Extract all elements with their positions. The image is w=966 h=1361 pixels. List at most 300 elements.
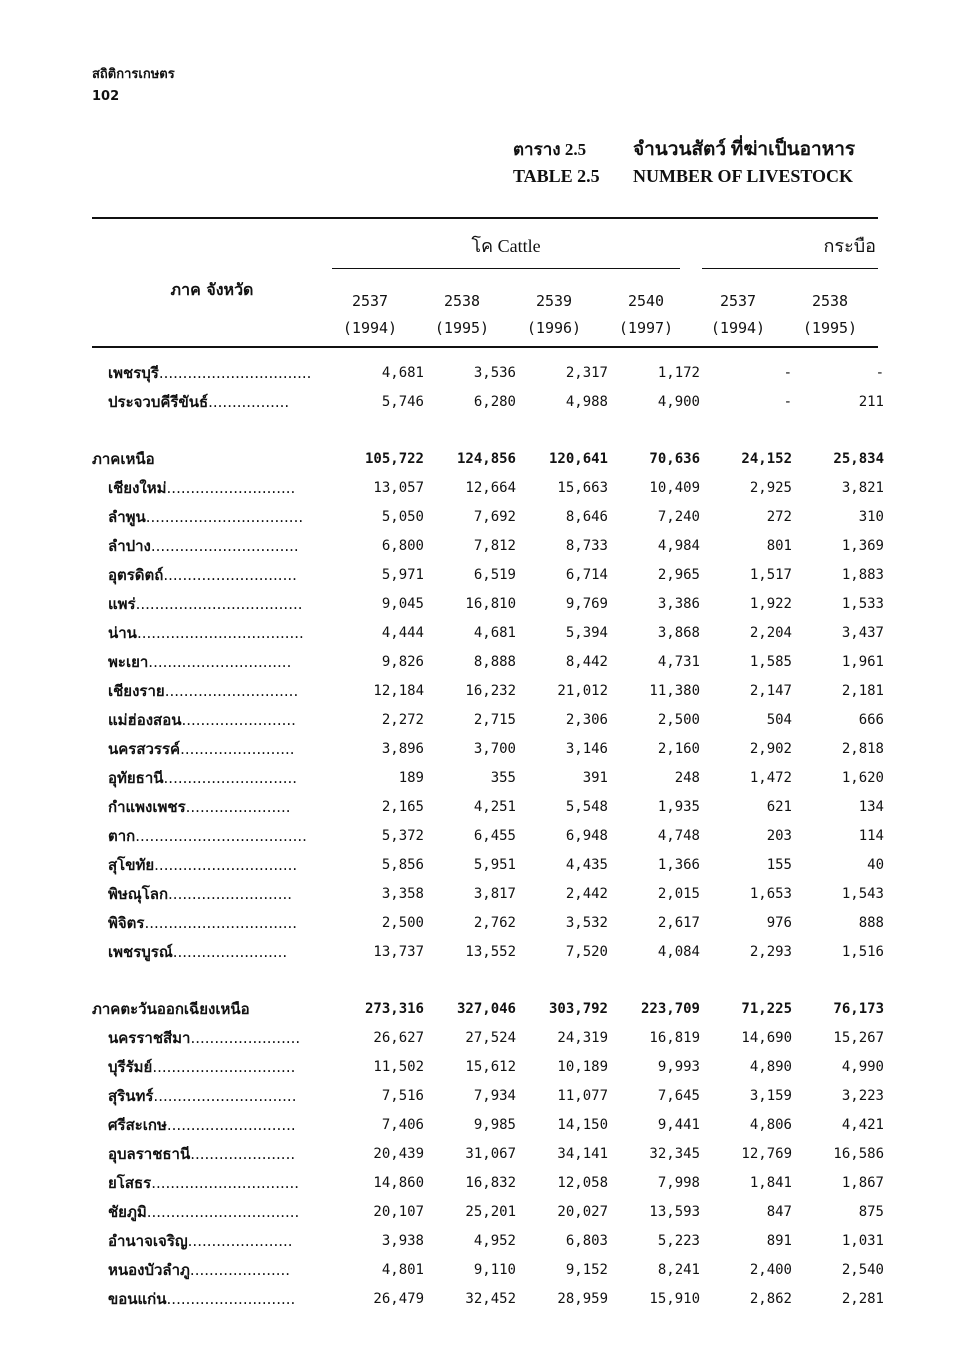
cell-value: 7,406 [381, 1116, 424, 1133]
cell-value: 21,012 [557, 682, 608, 699]
page-header [92, 64, 175, 108]
year-header [784, 288, 876, 342]
table-cell [516, 444, 608, 473]
cell-value: 2,015 [657, 885, 700, 902]
table-row [92, 1110, 884, 1139]
cell-value: 5,856 [381, 856, 424, 873]
table-cell [608, 589, 700, 618]
table-row [92, 1226, 884, 1255]
cell-value: 32,452 [465, 1290, 516, 1307]
table-cell [700, 1081, 792, 1110]
cell-value: 4,731 [657, 653, 700, 670]
cell-value: 9,152 [565, 1261, 608, 1278]
header-rule [92, 346, 878, 348]
cell-value: 6,803 [565, 1232, 608, 1249]
table-cell [332, 358, 424, 387]
table-cell [516, 908, 608, 937]
province-name [92, 1226, 332, 1255]
cell-value: 875 [858, 1203, 884, 1220]
table-row [92, 1139, 884, 1168]
table-cell [332, 908, 424, 937]
cell-value: 3,536 [473, 364, 516, 381]
row-label: น่าน [108, 623, 137, 642]
table-cell [700, 647, 792, 676]
table-row [92, 358, 884, 387]
cell-value: 1,366 [657, 856, 700, 873]
cell-value: 9,110 [473, 1261, 516, 1278]
table-cell [516, 763, 608, 792]
province-name [92, 589, 332, 618]
table-cell [424, 358, 516, 387]
cell-value: 6,800 [381, 537, 424, 554]
cell-value: 7,240 [657, 508, 700, 525]
cell-value: 2,306 [565, 711, 608, 728]
table-cell [332, 1255, 424, 1284]
cell-value: 4,681 [473, 624, 516, 641]
province-name [92, 821, 332, 850]
cell-value: 8,733 [565, 537, 608, 554]
table-cell [332, 676, 424, 705]
group-header-cattle: โค Cattle [471, 236, 541, 256]
table-row [92, 589, 884, 618]
table-cell [608, 444, 700, 473]
cell-value: 223,709 [640, 1000, 700, 1017]
table-cell [700, 502, 792, 531]
leader-dots: ...................... [187, 1231, 293, 1250]
table-cell [608, 387, 700, 416]
table-cell [424, 1052, 516, 1081]
table-cell [792, 908, 884, 937]
cell-value: 976 [766, 914, 792, 931]
cell-value: 8,442 [565, 653, 608, 670]
table-row [92, 705, 884, 734]
table-cell [332, 1081, 424, 1110]
cell-value: 26,627 [373, 1029, 424, 1046]
cell-value: 14,690 [741, 1029, 792, 1046]
cell-value: 2,281 [841, 1290, 884, 1307]
cell-value: 2,147 [749, 682, 792, 699]
cell-value: 1,543 [841, 885, 884, 902]
cell-value: 7,812 [473, 537, 516, 554]
cell-value: 26,479 [373, 1290, 424, 1307]
table-cell [700, 387, 792, 416]
cell-value: 8,646 [565, 508, 608, 525]
province-name [92, 792, 332, 821]
cell-value: 25,201 [465, 1203, 516, 1220]
year-english: (1995) [434, 319, 490, 337]
leader-dots: ........................... [166, 1289, 296, 1308]
table-cell [608, 994, 700, 1023]
cell-value: 5,394 [565, 624, 608, 641]
table-cell [516, 705, 608, 734]
cell-value: 11,380 [649, 682, 700, 699]
table-row [92, 531, 884, 560]
cell-value: 5,223 [657, 1232, 700, 1249]
cell-value: 40 [867, 856, 884, 873]
cell-value: 2,925 [749, 479, 792, 496]
cell-value: 1,922 [749, 595, 792, 612]
leader-dots: ............................... [151, 1173, 300, 1192]
table-cell [608, 502, 700, 531]
row-label: เชียงใหม่ [108, 478, 167, 497]
province-name [92, 705, 332, 734]
cell-value: 4,806 [749, 1116, 792, 1133]
table-cell [516, 734, 608, 763]
cell-value: 1,620 [841, 769, 884, 786]
cell-value: 15,910 [649, 1290, 700, 1307]
row-label: ลำปาง [108, 536, 151, 555]
cell-value: 1,961 [841, 653, 884, 670]
table-cell [608, 1284, 700, 1313]
table-cell [700, 676, 792, 705]
cell-value: 25,834 [833, 450, 884, 467]
cell-value: 2,204 [749, 624, 792, 641]
table-cell [332, 1110, 424, 1139]
row-label: เชียงราย [108, 681, 165, 700]
table-cell [792, 1139, 884, 1168]
cell-value: 4,421 [841, 1116, 884, 1133]
cell-value: 3,896 [381, 740, 424, 757]
leader-dots: ........................... [166, 478, 296, 497]
cell-value: 7,998 [657, 1174, 700, 1191]
province-name [92, 1110, 332, 1139]
table-cell [516, 1110, 608, 1139]
cell-value: 2,617 [657, 914, 700, 931]
leader-dots: ................................ [158, 363, 312, 382]
cell-value: 2,442 [565, 885, 608, 902]
cell-value: 9,441 [657, 1116, 700, 1133]
table-cell [516, 531, 608, 560]
table-title [513, 134, 855, 198]
cell-value: 1,653 [749, 885, 792, 902]
province-name [92, 937, 332, 966]
table-cell [332, 879, 424, 908]
table-cell [332, 387, 424, 416]
cell-value: 1,517 [749, 566, 792, 583]
cell-value: 6,280 [473, 393, 516, 410]
table-cell [700, 444, 792, 473]
table-cell [608, 618, 700, 647]
cell-value: 3,223 [841, 1087, 884, 1104]
year-english: (1997) [618, 319, 674, 337]
table-cell [516, 589, 608, 618]
leader-dots: .......................... [168, 884, 293, 903]
table-cell [700, 792, 792, 821]
year-header [508, 288, 600, 342]
table-cell [516, 1197, 608, 1226]
cell-value: 15,663 [557, 479, 608, 496]
cell-value: 2,317 [565, 364, 608, 381]
cell-value: 9,985 [473, 1116, 516, 1133]
table-cell [516, 937, 608, 966]
cell-value: 4,988 [565, 393, 608, 410]
cell-value: 2,862 [749, 1290, 792, 1307]
row-label: ยโสธร [108, 1173, 152, 1192]
leader-dots: ............................ [163, 565, 297, 584]
cell-value: 2,762 [473, 914, 516, 931]
table-cell [700, 850, 792, 879]
cell-value: 70,636 [649, 450, 700, 467]
table-cell [516, 1052, 608, 1081]
table-cell [700, 618, 792, 647]
table-cell [516, 676, 608, 705]
cell-value: 310 [858, 508, 884, 525]
leader-dots: ............................ [164, 681, 299, 700]
table-cell [332, 1023, 424, 1052]
cell-value: 4,251 [473, 798, 516, 815]
province-name [92, 1168, 332, 1197]
cell-value: 9,769 [565, 595, 608, 612]
table-cell [608, 560, 700, 589]
province-name [92, 502, 332, 531]
table-cell [516, 647, 608, 676]
cell-value: 12,664 [465, 479, 516, 496]
cell-value: 2,160 [657, 740, 700, 757]
table-cell [700, 937, 792, 966]
cell-value: 504 [766, 711, 792, 728]
year-thai: 2538 [443, 292, 481, 310]
table-cell [516, 1284, 608, 1313]
province-name [92, 1284, 332, 1313]
cell-value: - [783, 393, 792, 410]
table-cell [516, 821, 608, 850]
table-cell [424, 994, 516, 1023]
cell-value: 4,900 [657, 393, 700, 410]
table-cell [332, 1226, 424, 1255]
table-cell [424, 444, 516, 473]
table-cell [792, 705, 884, 734]
row-label: พะเยา [108, 652, 149, 671]
table-label-english: TABLE 2.5 [513, 166, 600, 186]
cell-value: 31,067 [465, 1145, 516, 1162]
province-name [92, 1081, 332, 1110]
table-cell [608, 879, 700, 908]
cell-value: 4,990 [841, 1058, 884, 1075]
table-row [92, 850, 884, 879]
table-cell [424, 908, 516, 937]
province-name [92, 1197, 332, 1226]
leader-dots: ............................... [150, 536, 299, 555]
row-label: สุโขทัย [108, 855, 155, 874]
table-cell [424, 502, 516, 531]
table-cell [792, 531, 884, 560]
province-name [92, 1052, 332, 1081]
table-cell [608, 1023, 700, 1052]
table-cell [424, 531, 516, 560]
cell-value: 3,146 [565, 740, 608, 757]
province-name [92, 1023, 332, 1052]
table-cell [608, 358, 700, 387]
cell-value: 5,971 [381, 566, 424, 583]
leader-dots: ................................... [135, 594, 303, 613]
leader-dots: ...................... [190, 1144, 296, 1163]
leader-dots: .............................. [153, 1086, 297, 1105]
table-cell [608, 908, 700, 937]
table-row [92, 734, 884, 763]
cell-value: 20,107 [373, 1203, 424, 1220]
cell-value: 4,952 [473, 1232, 516, 1249]
cell-value: 134 [858, 798, 884, 815]
table-cell [608, 676, 700, 705]
year-header [324, 288, 416, 342]
table-cell [792, 937, 884, 966]
cell-value: 4,748 [657, 827, 700, 844]
table-cell [792, 444, 884, 473]
cattle-group-rule [332, 268, 680, 269]
cell-value: 11,077 [557, 1087, 608, 1104]
table-cell [608, 705, 700, 734]
table-cell [516, 502, 608, 531]
table-cell [424, 589, 516, 618]
cell-value: 7,520 [565, 943, 608, 960]
cell-value: 272 [766, 508, 792, 525]
year-thai: 2539 [535, 292, 573, 310]
province-name [92, 734, 332, 763]
table-row [92, 676, 884, 705]
table-cell [792, 647, 884, 676]
cell-value: 2,165 [381, 798, 424, 815]
row-label: อำนาจเจริญ [108, 1231, 188, 1250]
table-cell [332, 1168, 424, 1197]
province-name [92, 531, 332, 560]
table-cell [516, 792, 608, 821]
table-cell [700, 473, 792, 502]
cell-value: 13,552 [465, 943, 516, 960]
cell-value: 6,714 [565, 566, 608, 583]
row-label: ศรีสะเกษ [108, 1115, 167, 1134]
table-cell [608, 1197, 700, 1226]
table-cell [332, 531, 424, 560]
row-label: อุบลราชธานี [108, 1144, 191, 1163]
cell-value: 7,692 [473, 508, 516, 525]
table-cell [332, 821, 424, 850]
top-rule [92, 217, 878, 219]
page-number: 102 [92, 89, 120, 104]
table-cell [700, 763, 792, 792]
row-label: กำแพงเพชร [108, 797, 186, 816]
cell-value: 2,272 [381, 711, 424, 728]
province-name [92, 358, 332, 387]
cell-value: 4,435 [565, 856, 608, 873]
cell-value: 3,938 [381, 1232, 424, 1249]
cell-value: 16,832 [465, 1174, 516, 1191]
table-cell [424, 763, 516, 792]
cell-value: 801 [766, 537, 792, 554]
row-label: พิษณุโลก [108, 884, 169, 903]
row-label: เพชรบูรณ์ [108, 942, 173, 961]
table-cell [424, 1023, 516, 1052]
row-label: ภาคเหนือ [92, 449, 155, 468]
year-english: (1995) [802, 319, 858, 337]
spacer-row [92, 416, 884, 444]
table-cell [608, 1168, 700, 1197]
cell-value: 27,524 [465, 1029, 516, 1046]
cell-value: 203 [766, 827, 792, 844]
table-cell [424, 1139, 516, 1168]
table-cell [424, 705, 516, 734]
year-thai: 2537 [351, 292, 389, 310]
table-cell [332, 647, 424, 676]
cell-value: 76,173 [833, 1000, 884, 1017]
table-cell [424, 850, 516, 879]
table-cell [792, 1110, 884, 1139]
cell-value: 120,641 [548, 450, 608, 467]
cell-value: 5,951 [473, 856, 516, 873]
leader-dots: ................................... [136, 623, 304, 642]
cell-value: 4,444 [381, 624, 424, 641]
cell-value: 16,810 [465, 595, 516, 612]
cell-value: 189 [398, 769, 424, 786]
table-cell [332, 502, 424, 531]
region-name [92, 444, 332, 473]
table-cell [608, 1226, 700, 1255]
table-cell [332, 792, 424, 821]
cell-value: 5,746 [381, 393, 424, 410]
cell-value: 2,400 [749, 1261, 792, 1278]
cell-value: 355 [490, 769, 516, 786]
row-label: ตาก [108, 826, 136, 845]
row-label: พิจิตร [108, 913, 145, 932]
table-cell [332, 1052, 424, 1081]
cell-value: 2,500 [381, 914, 424, 931]
table-cell [700, 531, 792, 560]
table-cell [608, 531, 700, 560]
cell-value: 105,722 [364, 450, 424, 467]
year-header [416, 288, 508, 342]
table-row [92, 908, 884, 937]
leader-dots: .............................. [152, 1057, 296, 1076]
table-cell [516, 1081, 608, 1110]
cell-value: 3,868 [657, 624, 700, 641]
cell-value: 3,358 [381, 885, 424, 902]
table-cell [792, 792, 884, 821]
province-name [92, 473, 332, 502]
row-label: นครราชสีมา [108, 1028, 191, 1047]
table-cell [608, 821, 700, 850]
table-cell [792, 734, 884, 763]
leader-dots: ........................ [181, 710, 296, 729]
table-row [92, 647, 884, 676]
cell-value: 3,159 [749, 1087, 792, 1104]
row-label: นครสวรรค์ [108, 739, 181, 758]
row-label: แพร่ [108, 594, 136, 613]
table-cell [608, 763, 700, 792]
table-cell [700, 358, 792, 387]
table-cell [424, 1110, 516, 1139]
table-row [92, 1197, 884, 1226]
table-cell [608, 1255, 700, 1284]
table-cell [700, 1139, 792, 1168]
table-row [92, 618, 884, 647]
cell-value: 114 [858, 827, 884, 844]
cell-value: 1,883 [841, 566, 884, 583]
table-cell [700, 1168, 792, 1197]
province-name [92, 1139, 332, 1168]
year-thai: 2537 [719, 292, 757, 310]
row-label: บุรีรัมย์ [108, 1057, 153, 1076]
table-cell [700, 821, 792, 850]
year-english: (1994) [710, 319, 766, 337]
table-cell [608, 734, 700, 763]
province-name [92, 647, 332, 676]
leader-dots: .................................... [135, 826, 307, 845]
cell-value: 8,888 [473, 653, 516, 670]
cell-value: 1,585 [749, 653, 792, 670]
leader-dots: .............................. [148, 652, 292, 671]
table-row [92, 387, 884, 416]
table-cell [792, 387, 884, 416]
table-cell [700, 705, 792, 734]
